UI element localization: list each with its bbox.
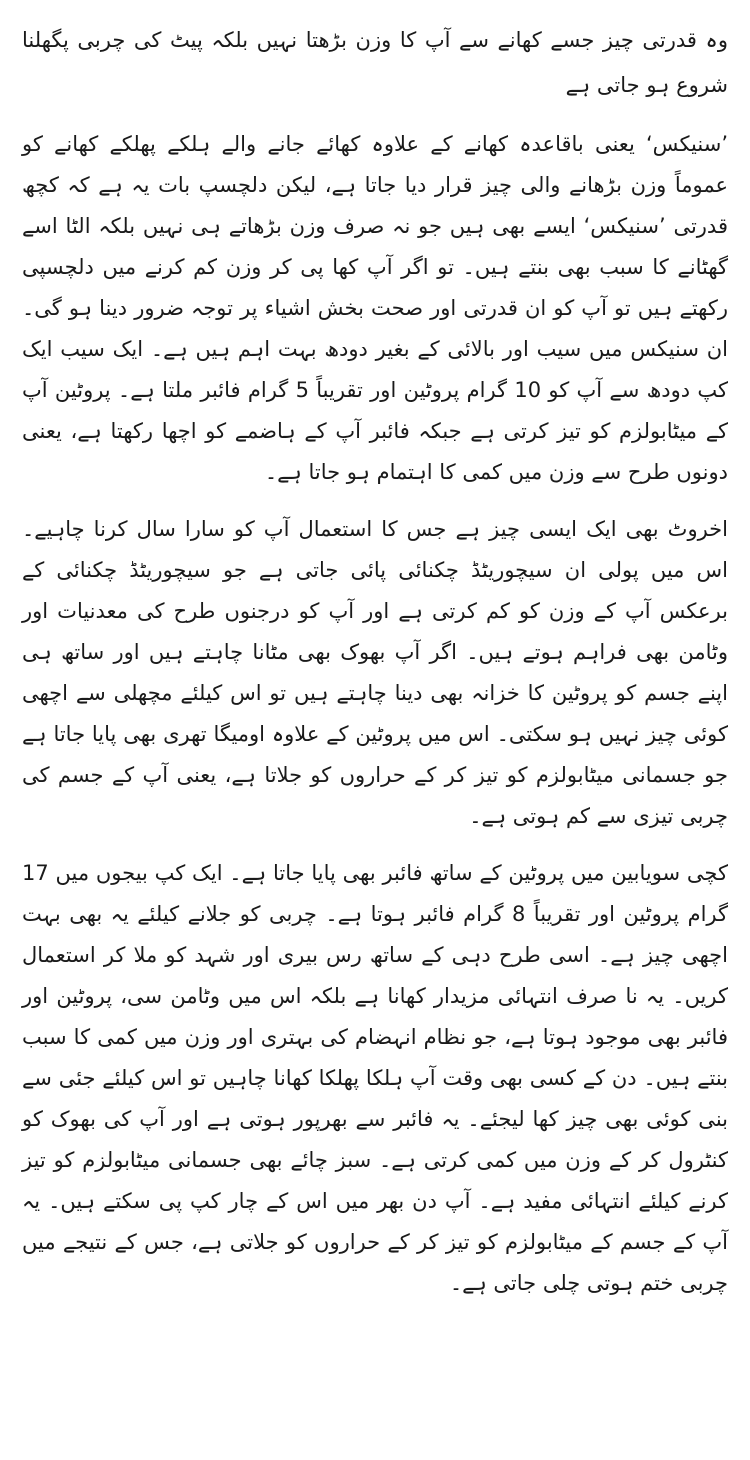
snacks-paragraph: ’سنیکس‘ یعنی باقاعدہ کھانے کے علاوہ کھائے جانے والے ہلکے پھلکے کھانے کو عموماً وزن بڑھانے والی چیز قرار دیا جاتا ہے، لیکن دلچسپ بات یہ ہے کہ کچھ قدرتی ’سنیکس‘ ایسے بھی ہیں جو نہ صرف وزن بڑھاتے ہی نہیں بلکہ الٹا اسے گھٹانے کا سبب بھی بنتے ہیں۔ تو اگر آپ کھا پی کر وزن کم کرنے میں دلچسپی رکھتے ہیں تو آپ کو ان قدرتی اور صحت بخش اشیاء پر توجہ ضرور دینا ہو گی۔ ان سنیکس میں سیب اور بالائی کے بغیر دودھ بہت اہم ہیں ہے۔ ایک سیب ایک کپ دودھ سے آپ کو 10 گرام پروٹین اور تقریباً 5 گرام فائبر ملتا ہے۔ پروٹین آپ کے میٹابولزم کو تیز کرتی ہے جبکہ فائبر آپ کے ہاضمے کو اچھا رکھتا ہے، یعنی دونوں طرح سے وزن میں کمی کا اہتمام ہو جاتا ہے۔ xyxy=(22,132,728,484)
soybean-greentea-paragraph: کچی سویابین میں پروٹین کے ساتھ فائبر بھی پایا جاتا ہے۔ ایک کپ بیجوں میں 17 گرام پروٹین اور تقریباً 8 گرام فائبر ہوتا ہے۔ چربی کو جلانے کیلئے یہ بھی بہت اچھی چیز ہے۔ اسی طرح دہی کے ساتھ رس بیری اور شہد کو ملا کر استعمال کریں۔ یہ نا صرف انتہائی مزیدار کھانا ہے بلکہ اس میں وٹامن سی، پروٹین اور فائبر بھی موجود ہوتا ہے، جو نظام انہضام کی بہتری اور وزن میں کمی کا سبب بنتے ہیں۔ دن کے کسی بھی وقت آپ ہلکا پھلکا کھانا چاہیں تو اس کیلئے جئی سے بنی کوئی بھی چیز کھا لیجئے۔ یہ فائبر سے بھرپور ہوتی ہے اور آپ کی بھوک کو کنٹرول کر کے وزن میں کمی کرتی ہے۔ سبز چائے بھی جسمانی میٹابولزم کو تیز کرنے کیلئے انتہائی مفید ہے۔ آپ دن بھر میں اس کے چار کپ پی سکتے ہیں۔ یہ آپ کے جسم کے میٹابولزم کو تیز کر کے حراروں کو جلاتی ہے، جس کے نتیجے میں چربی ختم ہوتی چلی جاتی ہے۔ xyxy=(22,861,728,1295)
walnut-fish-paragraph: اخروٹ بھی ایک ایسی چیز ہے جس کا استعمال آپ کو سارا سال کرنا چاہیے۔ اس میں پولی ان سیچوریٹڈ چکنائی پائی جاتی ہے جو سیچوریٹڈ چکنائی کے برعکس آپ کے وزن کو کم کرتی ہے اور آپ کو درجنوں طرح کی معدنیات اور وٹامن بھی فراہم ہوتے ہیں۔ اگر آپ بھوک بھی مٹانا چاہتے ہیں اور ساتھ ہی اپنے جسم کو پروٹین کا خزانہ بھی دینا چاہتے ہیں تو اس کیلئے مچھلی سے اچھی کوئی چیز نہیں ہو سکتی۔ اس میں پروٹین کے علاوہ اومیگا تھری بھی پایا جاتا ہے جو جسمانی میٹابولزم کو تیز کر کے حراروں کو جلاتا ہے، یعنی آپ کے جسم کی چربی تیزی سے کم ہوتی ہے۔ xyxy=(22,517,728,828)
intro-paragraph: وہ قدرتی چیز جسے کھانے سے آپ کا وزن بڑھتا نہیں بلکہ پیٹ کی چربی پگھلنا شروع ہو جاتی ہے xyxy=(22,28,728,97)
